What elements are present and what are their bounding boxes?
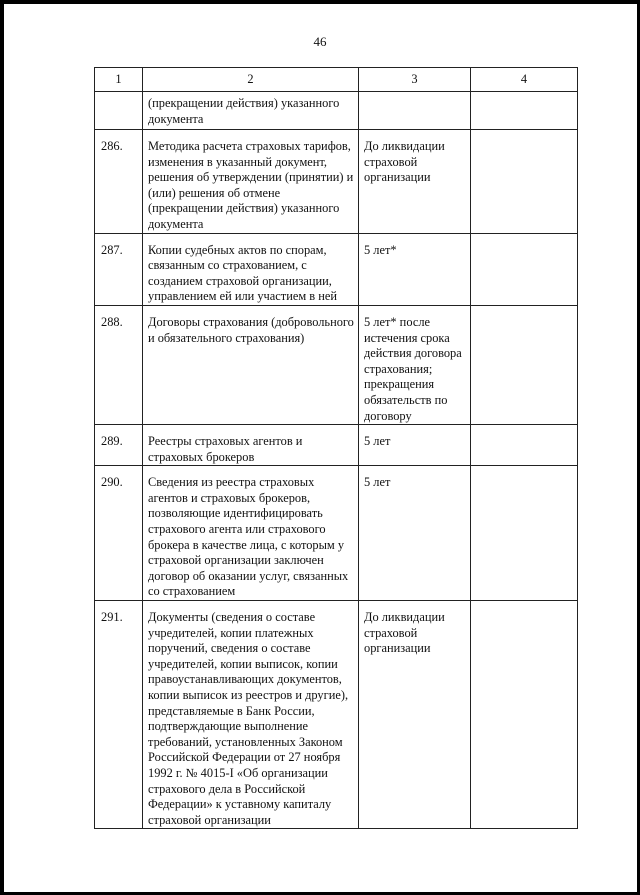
header-cell: 1 xyxy=(95,68,143,92)
page-number: 46 xyxy=(313,34,327,49)
document-type: Договоры страхования (добровольного и обязательного страхования) xyxy=(143,305,359,424)
notes xyxy=(471,92,578,130)
retention-period: 5 лет xyxy=(359,425,471,466)
table-row xyxy=(95,130,578,234)
header-cell: 4 xyxy=(471,68,578,92)
row-number: 289. xyxy=(95,425,143,466)
document-type: (прекращении действия) указанного документа xyxy=(143,92,359,130)
table-row xyxy=(95,233,578,305)
notes xyxy=(471,130,578,234)
retention-period: 5 лет* после истечения срока действия договора страхования; прекращения обязательств по договору xyxy=(359,305,471,424)
retention-period xyxy=(359,92,471,130)
table-row xyxy=(95,425,578,466)
row-number: 286. xyxy=(95,130,143,234)
table-row xyxy=(95,601,578,829)
table-row-continuation xyxy=(95,92,578,130)
notes xyxy=(471,601,578,829)
row-number xyxy=(95,92,143,130)
retention-period: 5 лет* xyxy=(359,233,471,305)
document-type: Сведения из реестра страховых агентов и страховых брокеров, позволяющие идентифицировать страхового агента или страхового брокера в качестве лица, с которым у страховой организации заключен договор об оказании услуг, связанных со страхованием xyxy=(143,466,359,601)
document-type: Копии судебных актов по спорам, связанным со страхованием, с созданием страховой организации, управлением ей или участием в ней xyxy=(143,233,359,305)
document-type: Методика расчета страховых тарифов, изменения в указанный документ, решения об утверждении (принятии) и (или) решения об отмене (прекращении действия) указанного документа xyxy=(143,130,359,234)
notes xyxy=(471,466,578,601)
retention-period: До ликвидации страховой организации xyxy=(359,601,471,829)
row-number: 291. xyxy=(95,601,143,829)
retention-period: 5 лет xyxy=(359,466,471,601)
document-table xyxy=(94,67,578,829)
scan-border-left xyxy=(0,0,4,895)
header-cell: 2 xyxy=(143,68,359,92)
document-type: Реестры страховых агентов и страховых брокеров xyxy=(143,425,359,466)
table-row xyxy=(95,466,578,601)
notes xyxy=(471,425,578,466)
notes xyxy=(471,305,578,424)
document-type: Документы (сведения о составе учредителей, копии платежных поручений, сведения о составе учредителей, копии выписок, копии правоустанавливающих документов, копии выписок из реестров и другие), представляемые в Банк России, подтверждающие выполнение требований, установленных Законом Российской Федерации от 27 ноября 1992 г. № 4015-I «Об организации страхового дела в Российской Федерации» к уставному капиталу страховой организации xyxy=(143,601,359,829)
row-number: 290. xyxy=(95,466,143,601)
retention-period: До ликвидации страховой организации xyxy=(359,130,471,234)
scan-border-top xyxy=(0,0,640,4)
row-number: 287. xyxy=(95,233,143,305)
table-row xyxy=(95,305,578,424)
header-cell: 3 xyxy=(359,68,471,92)
row-number: 288. xyxy=(95,305,143,424)
notes xyxy=(471,233,578,305)
table-header-row xyxy=(95,68,578,92)
